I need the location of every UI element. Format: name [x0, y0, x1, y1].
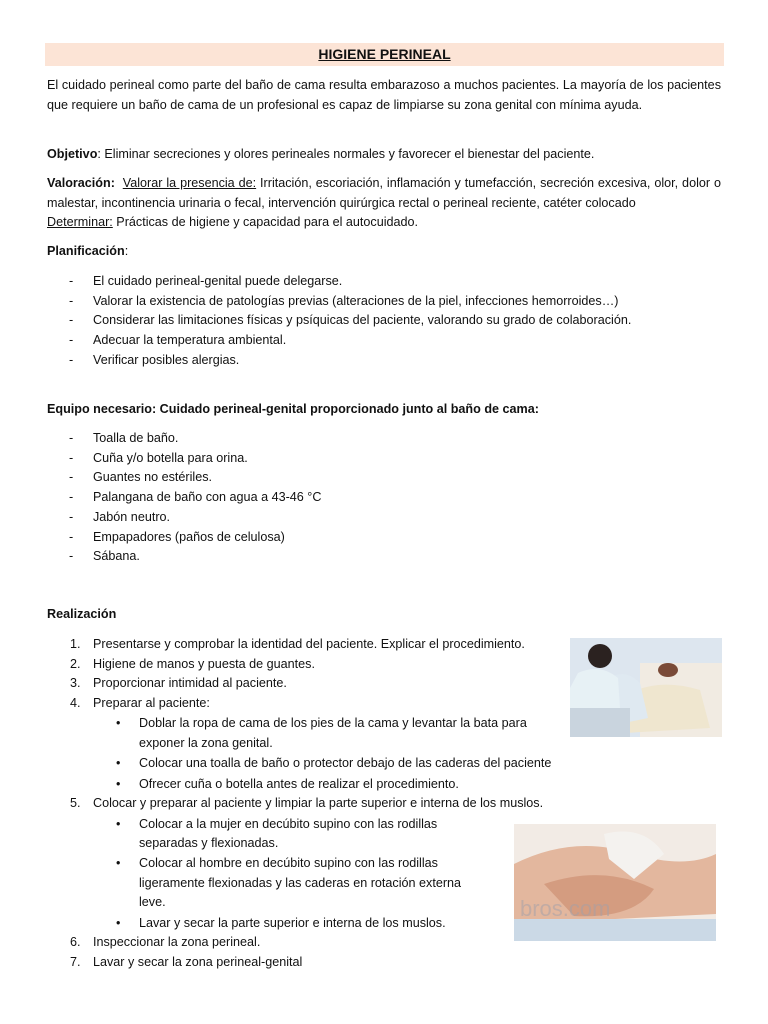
- realizacion-step-marker: 1.: [70, 637, 81, 651]
- realizacion-step-text: Higiene de manos y puesta de guantes.: [93, 657, 315, 671]
- step5-bullet-marker: •: [116, 856, 121, 870]
- realizacion-step-text: Proporcionar intimidad al paciente.: [93, 676, 287, 690]
- planificacion-item-text: Valorar la existencia de patologías previas (alteraciones de la piel, infecciones hemorroides…): [93, 293, 619, 308]
- objetivo-label: Objetivo: [47, 147, 98, 161]
- realizacion-step-marker: 6.: [70, 935, 81, 949]
- realizacion-step-marker: 7.: [70, 955, 81, 969]
- equipo-item-marker: -: [69, 529, 74, 544]
- equipo-item-text: Toalla de baño.: [93, 431, 179, 445]
- equipo-heading: [47, 400, 539, 419]
- equipo-item-text: Guantes no estériles.: [93, 470, 213, 485]
- step5-bullet-text: Lavar y secar la parte superior e interna de los muslos.: [139, 916, 446, 930]
- realizacion-step-marker: 5.: [70, 796, 81, 810]
- step5-bullet-text: Colocar al hombre en decúbito supino con las rodillas: [139, 856, 438, 870]
- planificacion-item-text: Adecuar la temperatura ambiental.: [93, 333, 287, 348]
- planificacion-item-marker: -: [69, 293, 74, 308]
- realizacion-step-text: Presentarse y comprobar la identidad del paciente. Explicar el procedimiento.: [93, 637, 525, 651]
- objetivo-line: [47, 145, 594, 164]
- valoracion-sub1-label: Valorar la presencia de:: [122, 176, 257, 190]
- intro-paragraph: El cuidado perineal como parte del baño de cama resulta embarazoso a muchos pacientes. La mayoría de los pacientes que requiere un baño de cama de un profesional es capaz de limpiarse su zona genital con mínima ayuda.: [47, 78, 721, 112]
- realizacion-step-marker: 2.: [70, 657, 81, 671]
- step5-bullet-text: ligeramente flexionadas y las caderas en rotación externa: [139, 876, 462, 890]
- step5-bullet-marker: •: [116, 916, 121, 930]
- equipo-heading-text: Equipo necesario: Cuidado perineal-genital proporcionado junto al baño de cama:: [47, 402, 539, 416]
- realizacion-step-text: Colocar y preparar al paciente y limpiar la parte superior e interna de los muslos.: [93, 796, 544, 810]
- equipo-item-text: Empapadores (paños de celulosa): [93, 529, 285, 544]
- planificacion-item-marker: -: [69, 352, 74, 367]
- equipo-item-text: Cuña y/o botella para orina.: [93, 450, 248, 465]
- realizacion-heading: [47, 605, 116, 624]
- step5-bullet-text: separadas y flexionadas.: [139, 836, 279, 850]
- objetivo-text: : Eliminar secreciones y olores perineales normales y favorecer el bienestar del paciente.: [97, 147, 595, 161]
- realizacion-step-text: Inspeccionar la zona perineal.: [93, 935, 261, 949]
- step4-bullet-marker: •: [116, 756, 121, 770]
- planificacion-item-text: El cuidado perineal-genital puede delegarse.: [93, 274, 343, 288]
- planificacion-heading-suffix: :: [124, 244, 129, 258]
- planificacion-heading-text: Planificación: [47, 244, 125, 258]
- step5-bullet-text: leve.: [139, 895, 166, 909]
- realizacion-step-text: Preparar al paciente:: [93, 696, 210, 710]
- page-title: HIGIENE PERINEAL: [318, 46, 451, 62]
- planificacion-item-text: Verificar posibles alergias.: [93, 352, 240, 367]
- valoracion-sub2-label: Determinar:: [47, 215, 113, 229]
- planificacion-heading: [47, 242, 128, 261]
- patient-position-illustration: [514, 824, 716, 941]
- realizacion-step-marker: 3.: [70, 676, 81, 690]
- valoracion-sub1-text: Irritación, escoriación, inflamación y tumefacción, secreción excesiva, olor, dolor o malestar, incontinencia urinaria o fecal, intervención quirúrgica rectal o perineal reciente, catéter colocado: [47, 176, 721, 210]
- realizacion-heading-text: Realización: [47, 607, 117, 621]
- step5-bullet-marker: •: [116, 817, 121, 831]
- equipo-item-marker: -: [69, 450, 74, 465]
- valoracion-sub2-text: Prácticas de higiene y capacidad para el autocuidado.: [112, 215, 419, 229]
- title-bar: [45, 43, 724, 66]
- equipo-item-marker: -: [69, 490, 74, 505]
- step4-bullet-marker: •: [116, 777, 121, 791]
- step4-bullet-text: Ofrecer cuña o botella antes de realizar el procedimiento.: [139, 777, 459, 791]
- step5-bullet-text: Colocar a la mujer en decúbito supino con las rodillas: [139, 817, 438, 831]
- equipo-item-marker: -: [69, 549, 74, 564]
- nurse-patient-photo: [570, 638, 722, 737]
- nurse-patient-illustration: [570, 638, 722, 737]
- image-watermark: bros.com: [520, 896, 611, 921]
- valoracion-label: Valoración:: [47, 176, 115, 190]
- equipo-item-text: Sábana.: [93, 549, 140, 564]
- equipo-item-text: Palangana de baño con agua a 43-46 °C: [93, 490, 322, 505]
- step4-bullet-text: Colocar una toalla de baño o protector debajo de las caderas del paciente: [139, 756, 552, 770]
- step4-bullet-text: exponer la zona genital.: [139, 736, 273, 750]
- valoracion-paragraph: [47, 174, 721, 233]
- realizacion-step-marker: 4.: [70, 696, 81, 710]
- planificacion-item-marker: -: [69, 274, 74, 288]
- step4-bullet-text: Doblar la ropa de cama de los pies de la cama y levantar la bata para: [139, 716, 527, 730]
- patient-position-photo: [514, 824, 716, 941]
- planificacion-item-marker: -: [69, 313, 74, 328]
- equipo-item-marker: -: [69, 470, 74, 485]
- equipo-item-marker: -: [69, 509, 74, 524]
- planificacion-item-text: Considerar las limitaciones físicas y psíquicas del paciente, valorando su grado de colaboración.: [93, 313, 632, 328]
- equipo-item-marker: -: [69, 431, 74, 445]
- planificacion-item-marker: -: [69, 333, 74, 348]
- step4-bullet-marker: •: [116, 716, 121, 730]
- equipo-item-text: Jabón neutro.: [93, 509, 171, 524]
- realizacion-step-text: Lavar y secar la zona perineal-genital: [93, 955, 303, 969]
